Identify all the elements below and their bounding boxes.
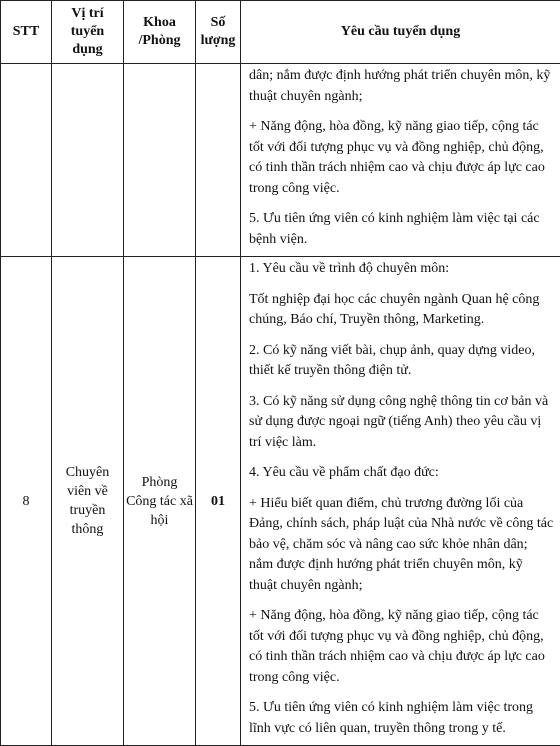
requirement-paragraph: + Hiểu biết quan điểm, chủ trương đường lối của Đảng, chính sách, pháp luật của Nhà nước về công tác bảo vệ, chăm sóc và nâng cao sức khỏe nhân dân; nắm được định hướng phát triển chuyên môn, kỹ thuật chuyên ngành;: [249, 494, 554, 597]
cell-department: Phòng Công tác xã hội: [124, 257, 196, 746]
header-stt: STT: [1, 1, 52, 64]
requirement-paragraph: 4. Yêu cầu về phẩm chất đạo đức:: [249, 463, 554, 484]
requirement-paragraph: Tốt nghiệp đại học các chuyên ngành Quan hệ công chúng, Báo chí, Truyền thông, Marketing.: [249, 290, 554, 331]
header-requirements: Yêu cầu tuyển dụng: [241, 1, 560, 64]
cell-stt: 8: [1, 257, 52, 746]
requirement-paragraph: 5. Ưu tiên ứng viên có kinh nghiệm làm việc trong lĩnh vực có liên quan, truyền thông trong y tế.: [249, 698, 554, 739]
cell-quantity: [196, 64, 241, 257]
cell-department: [124, 64, 196, 257]
requirement-paragraph: 5. Ưu tiên ứng viên có kinh nghiệm làm việc tại các bệnh viện.: [249, 209, 554, 250]
requirement-paragraph: 3. Có kỹ năng sử dụng công nghệ thông tin cơ bản và sử dụng được ngoại ngữ (tiếng Anh) theo yêu cầu vị trí việc làm.: [249, 392, 554, 454]
cell-position: [52, 64, 124, 257]
cell-requirements: [241, 64, 560, 257]
requirement-paragraph: dân; nắm được định hướng phát triển chuyên môn, kỹ thuật chuyên ngành;: [249, 66, 554, 107]
table-row: [1, 64, 560, 257]
cell-quantity: 01: [196, 257, 241, 746]
cell-requirements: [241, 257, 560, 746]
header-row: [1, 1, 560, 64]
header-position: Vị trí tuyển dụng: [52, 1, 124, 64]
requirement-paragraph: 1. Yêu cầu về trình độ chuyên môn:: [249, 259, 554, 280]
header-quantity: Số lượng: [196, 1, 241, 64]
cell-stt: [1, 64, 52, 257]
requirement-paragraph: 2. Có kỹ năng viết bài, chụp ảnh, quay dựng video, thiết kế truyền thông điện tử.: [249, 341, 554, 382]
header-department: Khoa /Phòng: [124, 1, 196, 64]
table-row: [1, 257, 560, 746]
cell-position: Chuyên viên về truyền thông: [52, 257, 124, 746]
requirement-paragraph: + Năng động, hòa đồng, kỹ năng giao tiếp, cộng tác tốt với đối tượng phục vụ và đồng nghiệp, chủ động, có tinh thần trách nhiệm cao và chịu được áp lực cao trong công việc.: [249, 117, 554, 199]
requirement-paragraph: + Năng động, hòa đồng, kỹ năng giao tiếp, cộng tác tốt với đối tượng phục vụ và đồng nghiệp, chủ động, có tinh thần trách nhiệm cao và chịu được áp lực cao trong công việc.: [249, 606, 554, 688]
